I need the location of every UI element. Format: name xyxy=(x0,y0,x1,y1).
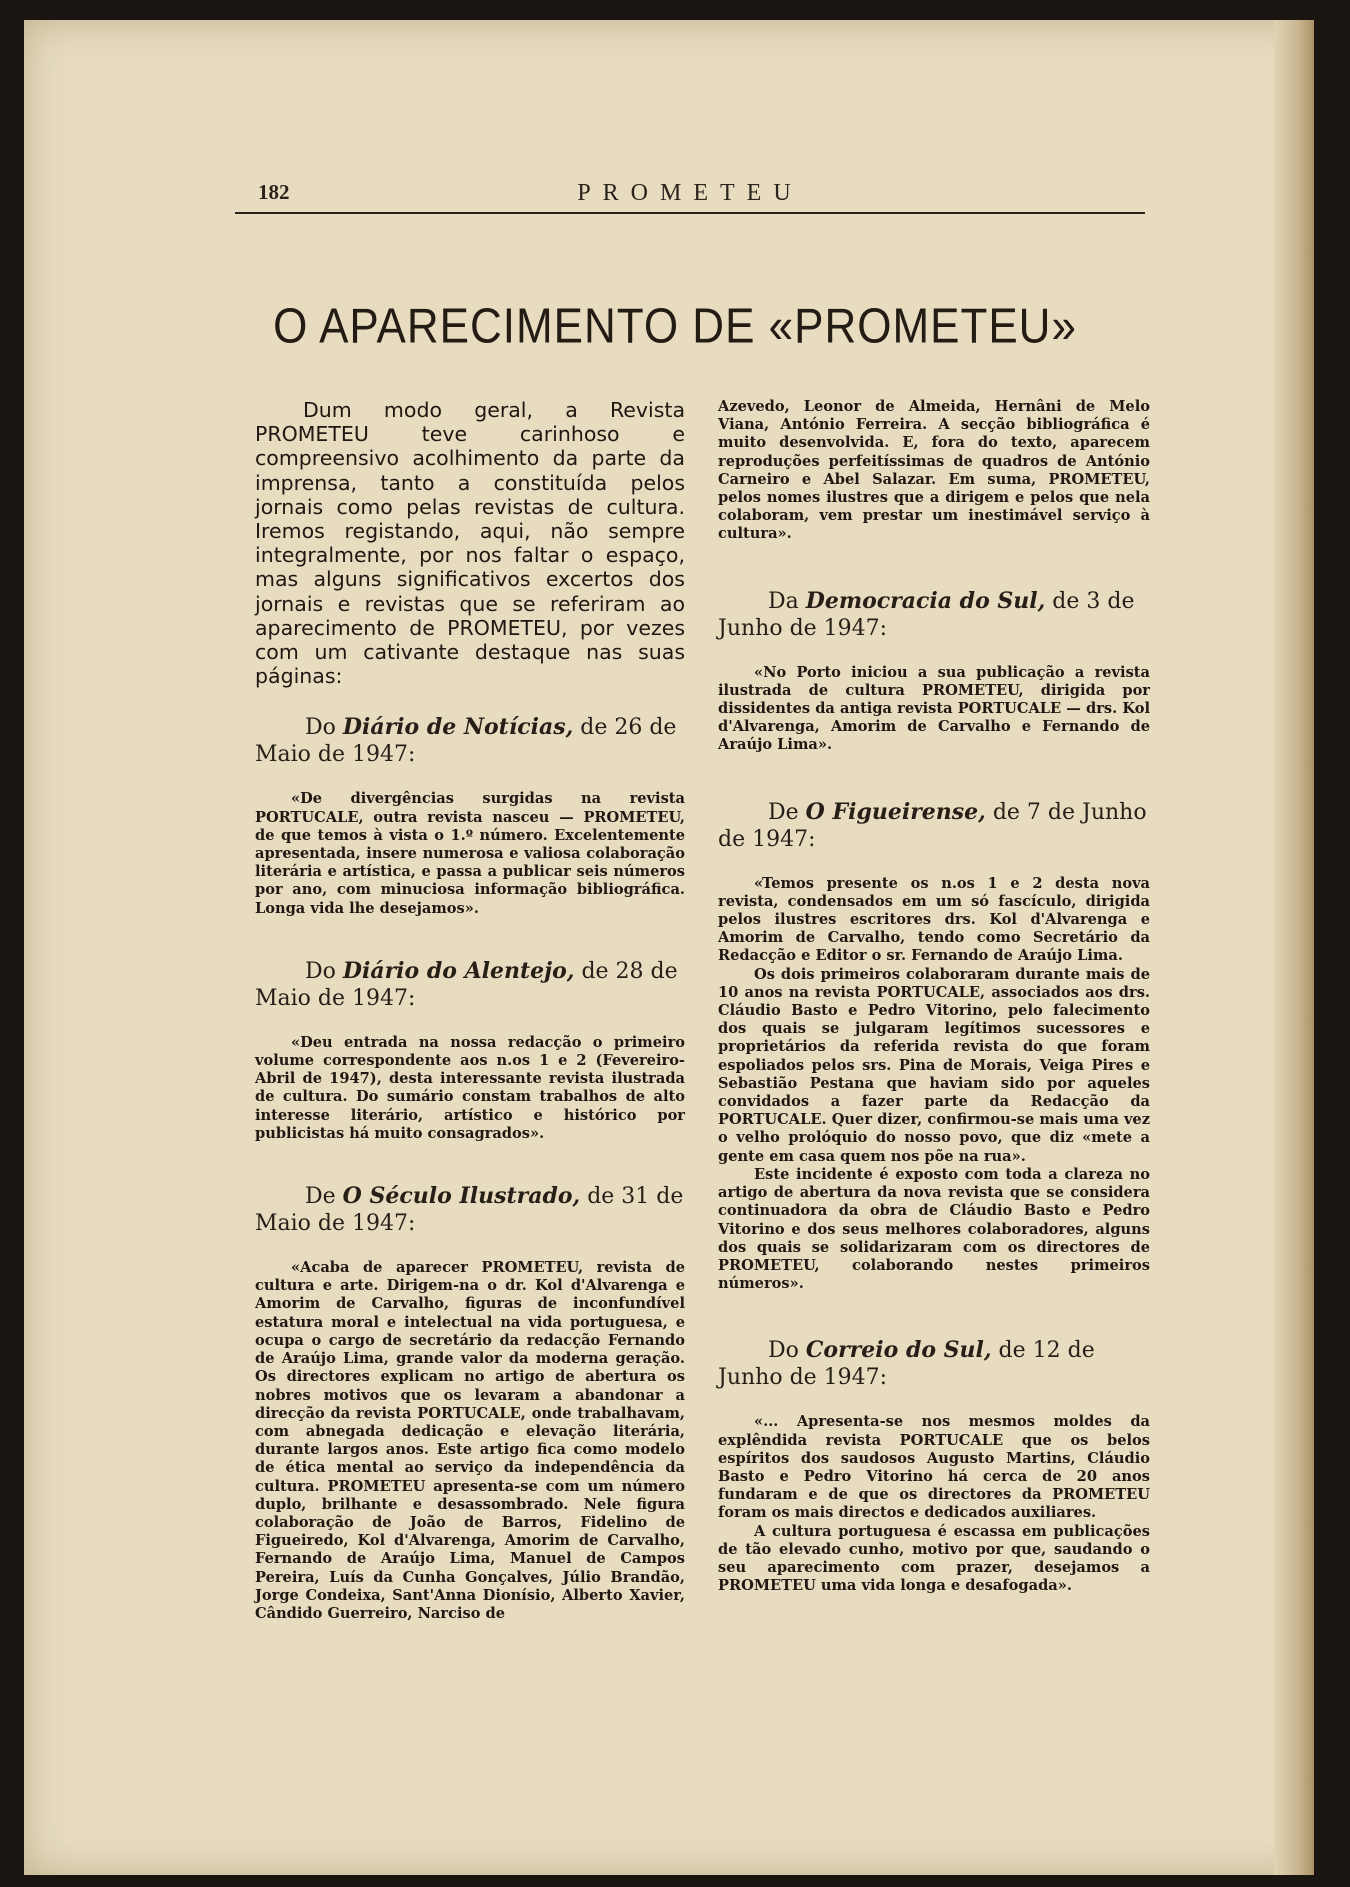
quote-paragraph: «No Porto iniciou a sua publicação a revista ilustrada de cultura PROMETEU, dirigida por dissidentes da antiga revista PORTUCALE — drs. Kol d'Alvarenga, Amorim de Carvalho e Fernando de Araújo Lima». xyxy=(718,663,1150,754)
source-heading xyxy=(718,799,1150,853)
source-prefix: Da xyxy=(768,588,806,614)
article-intro: Dum modo geral, a Revista PROMETEU teve carinhoso e compreensivo acolhimento da parte da imprensa, tanto a constituída pelos jornais como pelas revistas de cultura. Iremos registando, aqui, não sempre integralmente, por nos faltar o espaço, mas alguns significativos excertos dos jornais e revistas que se referiram ao aparecimento de PROMETEU, por vezes com um cativante destaque nas suas páginas: xyxy=(255,398,685,689)
left-column xyxy=(255,398,685,1663)
excerpt-continuation xyxy=(718,398,1150,544)
source-name: O Figueirense, xyxy=(805,798,986,825)
quote-paragraph: «... Apresenta-se nos mesmos moldes da explêndida revista PORTUCALE que os belos espíritos dos saudosos Augusto Martins, Cláudio Basto e Pedro Vitorino há cerca de 20 anos fundaram e de que os directores da PROMETEU foram os mais directos e dedicados auxiliares. xyxy=(718,1413,1150,1522)
source-heading xyxy=(255,1183,685,1237)
source-heading xyxy=(718,588,1150,642)
source-heading xyxy=(255,958,685,1012)
source-prefix: Do xyxy=(768,1338,806,1364)
source-date: de 3 de Junho de 1947: xyxy=(718,588,1135,641)
source-date: de 12 de Junho de 1947: xyxy=(718,1338,1095,1391)
page-header xyxy=(235,180,1145,214)
running-title: PROMETEU xyxy=(577,180,803,206)
quote-paragraph: A cultura portuguesa é escassa em publicações de tão elevado cunho, motivo por que, saudando o seu aparecimento com prazer, desejamos a PROMETEU uma vida longa e desafogada». xyxy=(718,1522,1150,1595)
source-name: Democracia do Sul, xyxy=(805,587,1046,614)
quote-paragraph: «De divergências surgidas na revista PORTUCALE, outra revista nasceu — PROMETEU, de que temos à vista o 1.º número. Excelentemente apresentada, insere numerosa e valiosa colaboração literária e artística, e passa a publicar seis números por ano, com minuciosa informação bibliográfica. Longa vida lhe desejamos». xyxy=(255,790,685,917)
source-name: Diário de Notícias, xyxy=(342,714,574,741)
excerpt-quote xyxy=(255,1259,685,1623)
excerpt-quote xyxy=(718,664,1150,755)
source-prefix: Do xyxy=(305,715,343,741)
source-date: de 28 de Maio de 1947: xyxy=(255,958,678,1011)
source-heading xyxy=(718,1337,1150,1391)
source-heading xyxy=(255,714,685,768)
source-date: de 26 de Maio de 1947: xyxy=(255,715,677,768)
quote-paragraph: «Acaba de aparecer PROMETEU, revista de cultura e arte. Dirigem-na o dr. Kol d'Alvarenga e Amorim de Carvalho, figuras de inconfundível estatura moral e intelectual na vida portuguesa, e ocupa o cargo de secretário da redacção Fernando de Araújo Lima, grande valor da moderna geração. Os directores explicam no artigo de abertura os nobres motivos que os levaram a abandonar a direcção da revista PORTUCALE, onde trabalhavam, com abnegada dedicação e elevação literária, durante largos anos. Este artigo fica como modelo de ética mental ao serviço da independência da cultura. PROMETEU apresenta-se com um número duplo, brilhante e desassombrado. Nele figura colaboração de João de Barros, Fidelino de Figueiredo, Kol d'Alvarenga, Amorim de Carvalho, Fernando de Araújo Lima, Manuel de Campos Pereira, Luís da Cunha Gonçalves, Júlio Brandão, Jorge Condeixa, Sant'Anna Dionísio, Alberto Xavier, Cândido Guerreiro, Narciso de xyxy=(255,1259,685,1622)
page-number: 182 xyxy=(258,180,290,204)
source-prefix: Do xyxy=(305,958,343,984)
source-name: O Século Ilustrado, xyxy=(342,1183,581,1210)
quote-paragraph: Azevedo, Leonor de Almeida, Hernâni de Melo Viana, António Ferreira. A secção bibliográfica é muito desenvolvida. E, fora do texto, aparecem reproduções perfeitíssimas de quadros de António Carneiro e Abel Salazar. Em suma, PROMETEU, pelos nomes ilustres que a dirigem e pelos que nela colaboram, vem prestar um inestimável serviço à cultura». xyxy=(718,398,1150,543)
excerpt-quote xyxy=(255,790,685,917)
source-date: de 7 de Junho de 1947: xyxy=(718,799,1147,852)
quote-paragraph: «Deu entrada na nossa redacção o primeiro volume correspondente aos n.os 1 e 2 (Fevereiro-Abril de 1947), desta interessante revista ilustrada de cultura. Do sumário constam trabalhos de alto interesse literário, artístico e histórico por publicistas há muito consagrados». xyxy=(255,1033,685,1142)
excerpt-quote xyxy=(718,875,1150,1294)
right-column xyxy=(718,398,1150,1635)
source-name: Correio do Sul, xyxy=(805,1337,992,1364)
source-date: de 31 de Maio de 1947: xyxy=(255,1184,684,1237)
excerpt-quote xyxy=(718,1413,1150,1595)
source-name: Diário do Alentejo, xyxy=(342,957,575,984)
article-title: O APARECIMENTO DE «PROMETEU» xyxy=(273,299,1077,354)
excerpt-quote xyxy=(255,1034,685,1143)
quote-paragraph: Este incidente é exposto com toda a clareza no artigo de abertura da nova revista que se considera continuadora da obra de Cláudio Basto e Pedro Vitorino e dos seus melhores colaboradores, alguns dos quais se solidarizaram com os directores de PROMETEU, colaborando nestes primeiros números». xyxy=(718,1165,1150,1293)
quote-paragraph: Os dois primeiros colaboraram durante mais de 10 anos na revista PORTUCALE, associados aos drs. Cláudio Basto e Pedro Vitorino, pelo falecimento dos quais se julgaram legítimos sucessores e proprietários da referida revista do que foram espoliados pelos srs. Pina de Morais, Veiga Pires e Sebastião Pestana que haviam sido por aqueles convidados a fazer parte da Redacção da PORTUCALE. Quer dizer, confirmou-se mais uma vez o velho prolóquio do nosso povo, que diz «mete a gente em casa quem nos põe na rua». xyxy=(718,965,1150,1165)
source-prefix: De xyxy=(305,1184,343,1210)
quote-paragraph: «Temos presente os n.os 1 e 2 desta nova revista, condensados em um só fascículo, dirigida pelos ilustres escritores drs. Kol d'Alvarenga e Amorim de Carvalho, tendo como Secretário da Redacção e Editor o sr. Fernando de Araújo Lima. xyxy=(718,874,1150,965)
source-prefix: De xyxy=(768,799,806,825)
